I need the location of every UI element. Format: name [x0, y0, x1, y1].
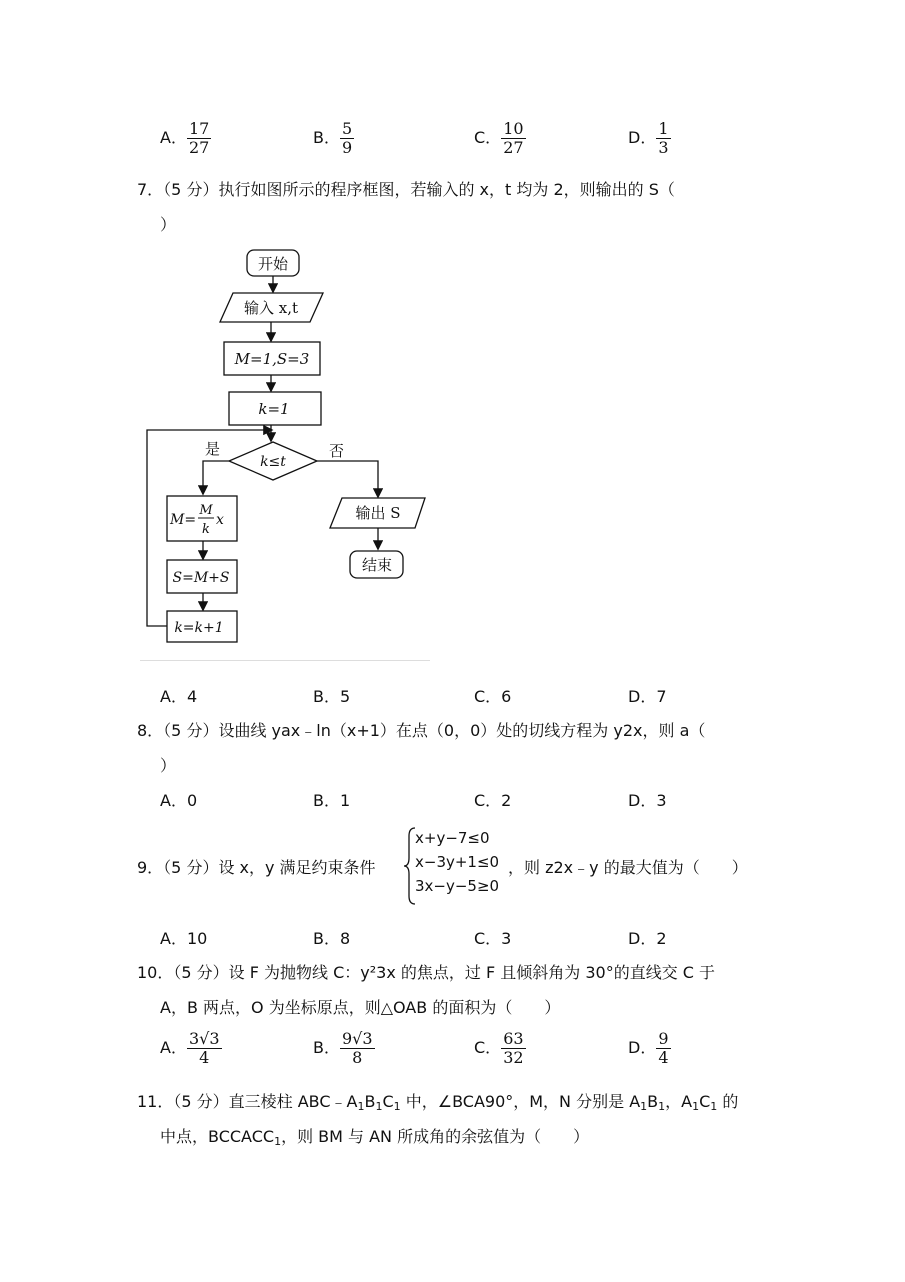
q9-option-c: C．3	[474, 929, 512, 948]
q6-option-c	[474, 120, 526, 157]
denominator: 9	[341, 138, 353, 157]
q10-text-line2: A，B 两点，O 为坐标原点，则△OAB 的面积为（ ）	[160, 998, 561, 1017]
option-label: A．	[160, 128, 187, 147]
option-label: A．	[160, 1038, 187, 1057]
subscript: 1	[375, 1100, 383, 1113]
q8-option-d: D．3	[628, 791, 667, 810]
denominator: 4	[658, 1048, 669, 1067]
flow-m-den: k	[202, 522, 210, 537]
flow-start-label: 开始	[257, 255, 289, 273]
flow-m-x: x	[216, 512, 224, 528]
subscript: 1	[274, 1135, 282, 1148]
flow-end-label: 结束	[361, 556, 393, 574]
subscript: 1	[658, 1100, 666, 1113]
q6-option-b	[313, 120, 354, 157]
q9-option-b: B．8	[313, 929, 351, 948]
option-label: B．	[313, 128, 340, 147]
fraction	[656, 1030, 670, 1067]
q11-mid: 中，∠BCA90°，M，N 分别是 A	[400, 1092, 641, 1111]
fraction	[187, 1030, 222, 1067]
q9-text-prefix: 9．（5 分）设 x，y 满足约束条件	[137, 858, 376, 877]
denominator: 3	[658, 138, 669, 157]
numerator: 17	[188, 119, 210, 138]
subscript: 1	[710, 1100, 718, 1113]
q11-pre: 11．（5 分）直三棱柱 ABC﹣A	[137, 1092, 358, 1111]
q7-text-line1: 7．（5 分）执行如图所示的程序框图，若输入的 x，t 均为 2，则输出的 S（	[137, 180, 675, 199]
numerator: 10	[503, 119, 524, 138]
q7-option-c: C．6	[474, 687, 512, 706]
subscript: 1	[640, 1100, 648, 1113]
fraction	[656, 120, 670, 157]
q7-text-line2: ）	[160, 215, 177, 234]
q8-text-line1: 8．（5 分）设曲线 yax﹣ln（x+1）在点（0，0）处的切线方程为 y2x，则 a（	[137, 721, 706, 740]
flow-m-num: M	[199, 503, 213, 518]
q7-option-b: B．5	[313, 687, 351, 706]
q7-option-d: D．7	[628, 687, 667, 706]
q9-option-a: A．10	[160, 929, 208, 948]
flow-init-label: M=1,S=3	[234, 350, 310, 368]
fraction	[501, 1030, 525, 1067]
subscript: 1	[692, 1100, 700, 1113]
q11-b: B	[364, 1092, 376, 1111]
q11-comma: ，A	[665, 1092, 693, 1111]
q9-constraint-2: x−3y+1≤0	[415, 853, 500, 871]
q8-option-a: A．0	[160, 791, 198, 810]
flow-cond-label: k≤t	[260, 454, 286, 470]
numerator: 9	[658, 1029, 669, 1048]
flow-input-label: 输入 x,t	[243, 299, 299, 317]
q10-option-c	[474, 1030, 526, 1067]
flow-kinit-label: k=1	[258, 400, 290, 418]
numerator: 3√3	[188, 1029, 220, 1048]
q10-option-b	[313, 1030, 375, 1067]
option-label: D．	[628, 128, 657, 147]
denominator: 27	[503, 138, 524, 157]
numerator: 9√3	[341, 1029, 373, 1048]
flow-s-label: S=M+S	[172, 570, 230, 586]
q6-option-a	[160, 120, 211, 157]
q11-c2: C	[699, 1092, 711, 1111]
q9-text-suffix: ，则 z2x﹣y 的最大值为（ ）	[508, 858, 748, 877]
q9-constraint-3: 3x−y−5≥0	[415, 877, 500, 895]
option-label: C．	[474, 128, 502, 147]
numerator: 1	[658, 119, 669, 138]
q11-c: C	[382, 1092, 394, 1111]
figure-divider	[140, 660, 430, 661]
q7-option-a: A．4	[160, 687, 198, 706]
denominator: 32	[503, 1048, 524, 1067]
denominator: 27	[188, 138, 210, 157]
option-label: D．	[628, 1038, 657, 1057]
denominator: 8	[352, 1048, 363, 1067]
subscript: 1	[357, 1100, 365, 1113]
fraction	[340, 1030, 375, 1067]
numerator: 5	[341, 119, 353, 138]
q9-constraint-1: x+y−7≤0	[415, 829, 490, 847]
flow-kupdate-label: k=k+1	[174, 620, 224, 636]
q11-end: 的	[717, 1092, 739, 1111]
flow-m-lhs: M=	[170, 512, 197, 528]
q8-option-c: C．2	[474, 791, 512, 810]
q6-option-d	[628, 120, 671, 157]
flow-output-label: 输出 S	[355, 504, 401, 522]
q10-option-d	[628, 1030, 671, 1067]
fraction	[187, 120, 211, 157]
subscript: 1	[393, 1100, 401, 1113]
fraction	[340, 120, 354, 157]
q8-option-b: B．1	[313, 791, 351, 810]
q10-text-line1: 10．（5 分）设 F 为抛物线 C：y²3x 的焦点，过 F 且倾斜角为 30°的直线交 C 于	[137, 963, 716, 982]
fraction	[501, 120, 525, 157]
q9-option-d: D．2	[628, 929, 667, 948]
option-label: C．	[474, 1038, 502, 1057]
option-label: B．	[313, 1038, 340, 1057]
flow-no-label: 否	[329, 442, 345, 460]
q11-line2-post: ，则 BM 与 AN 所成角的余弦值为（ ）	[281, 1127, 590, 1146]
numerator: 63	[503, 1029, 524, 1048]
flow-yes-label: 是	[205, 440, 221, 458]
q9-constraints	[415, 826, 499, 898]
q7-flowchart	[140, 240, 440, 660]
q8-text-line2: ）	[160, 756, 177, 775]
q11-text-line1	[137, 1089, 738, 1113]
q10-option-a	[160, 1030, 222, 1067]
q11-text-line2	[160, 1124, 589, 1148]
q11-b2: B	[647, 1092, 659, 1111]
q11-line2-pre: 中点，BCCACC	[160, 1127, 275, 1146]
denominator: 4	[199, 1048, 210, 1067]
